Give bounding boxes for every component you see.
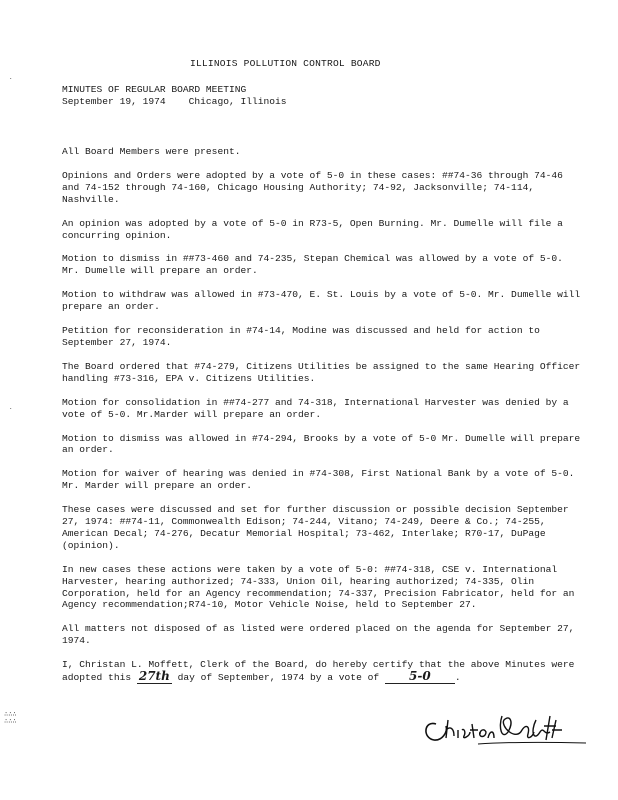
agency-name: ILLINOIS POLLUTION CONTROL BOARD <box>190 58 381 69</box>
certification-text: I, Christan L. Moffett, Clerk of the Board, do hereby certify that the above Minutes were adopted this <box>62 659 575 684</box>
clerk-certification <box>62 659 582 684</box>
minutes-body <box>62 146 582 696</box>
minutes-paragraph: In new cases these actions were taken by a vote of 5-0: ##74-318, CSE v. International Harvester, hearing authorized; 74-333, Union Oil, hearing authorized; 74-335, Olin Corporation, held for an Agency recommendation; 74-337, Precision Fabricator, held for an Agency recommendation;R74-10, Motor Vehicle Noise, held to September 27. <box>62 563 575 611</box>
minutes-paragraph: An opinion was adopted by a vote of 5-0 in R73-5, Open Burning. Mr. Dumelle will file a concurring opinion. <box>62 217 563 241</box>
scan-mark: ∴∴∴ ∴∴∴ <box>4 711 17 726</box>
handwritten-vote: 5-0 <box>385 671 455 684</box>
minutes-paragraph: All Board Members were present. <box>62 146 241 157</box>
minutes-paragraph: These cases were discussed and set for further discussion or possible decision September 27, 1974: ##74-11, Commonwealth Edison; 74-244, Vitano; 74-249, Deere & Co.; 74-255, American Decal; 74-276, Decatur Memorial Hospital; 73-462, Interlake; R70-17, DuPage (opinion). <box>62 504 569 551</box>
minutes-paragraph: Petition for reconsideration in #74-14, Modine was discussed and held for action to September 27, 1974. <box>62 325 540 348</box>
minutes-title: MINUTES OF REGULAR BOARD MEETING <box>62 84 247 95</box>
scan-mark: ˙ <box>8 408 14 418</box>
clerk-signature <box>418 702 588 752</box>
minutes-paragraph: The Board ordered that #74-279, Citizens Utilities be assigned to the same Hearing Officer handling #73-316, EPA v. Citizens Utilities. <box>62 360 581 384</box>
minutes-paragraph: Motion to dismiss in ##73-460 and 74-235, Stepan Chemical was allowed by a vote of 5-0. Mr. Dumelle will prepare an order. <box>62 253 563 277</box>
meeting-date-place: September 19, 1974 Chicago, Illinois <box>62 95 287 107</box>
scan-mark: ˙ <box>8 78 14 88</box>
minutes-heading <box>62 84 287 108</box>
minutes-paragraph: Opinions and Orders were adopted by a vote of 5-0 in these cases: ##74-36 through 74-46 and 74-152 through 74-160, Chicago Housing Authority; 74-92, Jacksonville; 74-114, Nashville. <box>62 169 563 205</box>
certification-text: day of September, 1974 by a vote of <box>177 672 380 684</box>
certification-period: . <box>454 672 461 684</box>
handwritten-day: 27th <box>138 669 170 684</box>
minutes-paragraph: Motion for consolidation in ##74-277 and 74-318, International Harvester was denied by a vote of 5-0. Mr.Marder will prepare an order. <box>62 396 569 420</box>
minutes-paragraph: Motion to withdraw was allowed in #73-470, E. St. Louis by a vote of 5-0. Mr. Dumelle will prepare an order. <box>62 289 581 313</box>
minutes-paragraph: Motion for waiver of hearing was denied in #74-308, First National Bank by a vote of 5-0. Mr. Marder will prepare an order. <box>62 468 575 492</box>
minutes-paragraph: All matters not disposed of as listed were ordered placed on the agenda for September 27, 1974. <box>62 623 575 647</box>
minutes-paragraph: Motion to dismiss was allowed in #74-294, Brooks by a vote of 5-0 Mr. Dumelle will prepare an order. <box>62 432 581 456</box>
